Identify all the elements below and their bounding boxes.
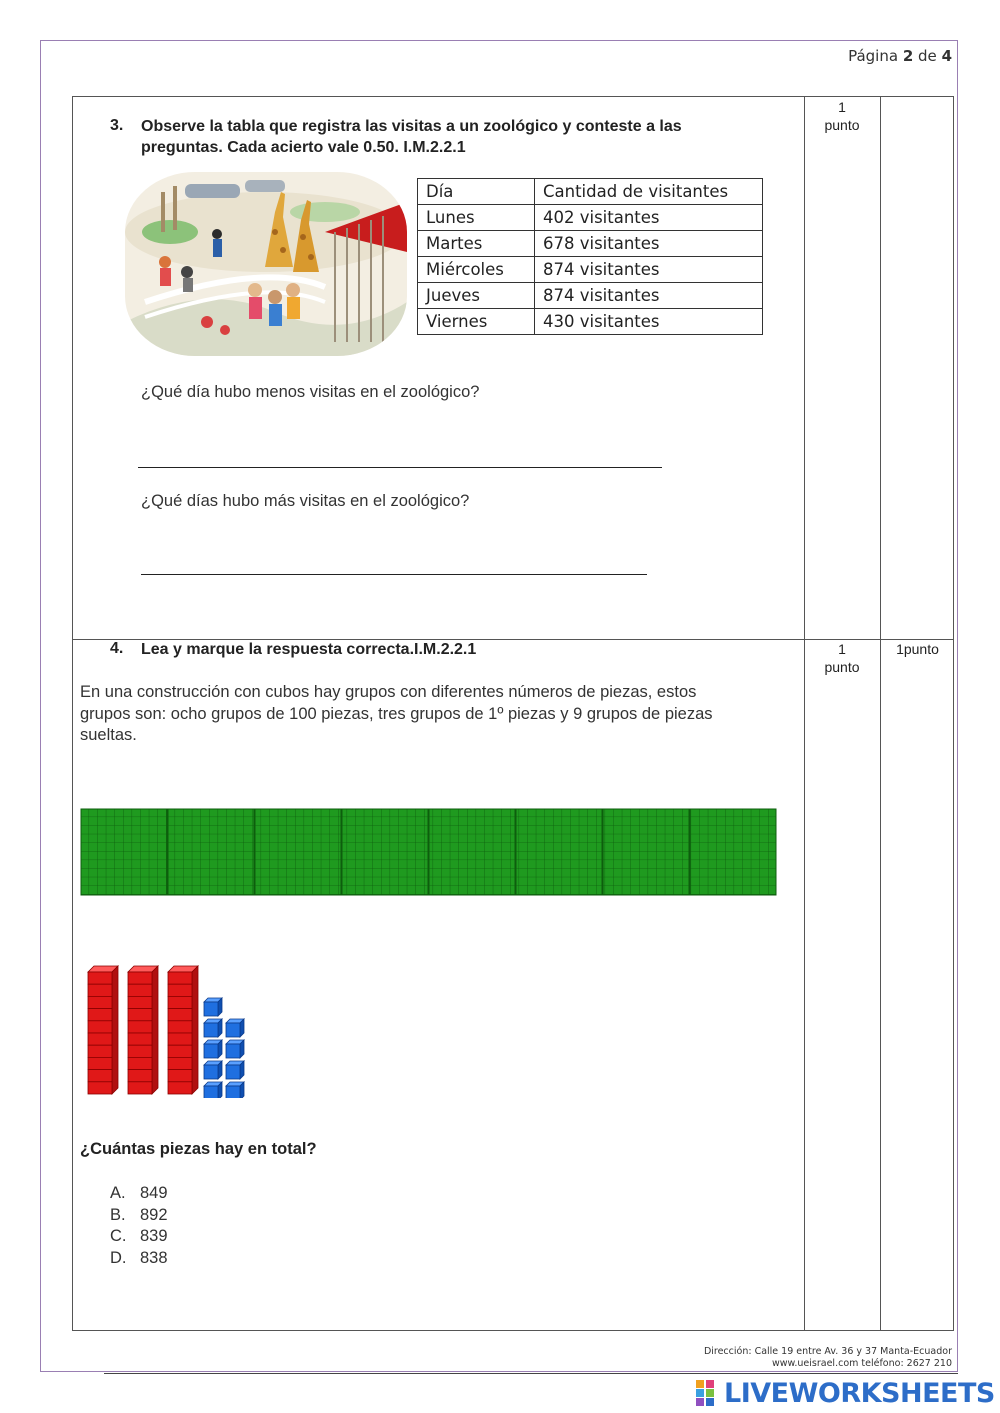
footer-address: Dirección: Calle 19 entre Av. 36 y 37 Manta-Ecuador www.ueisrael.com teléfono: 2627 210 (703, 1346, 952, 1369)
tens-and-ones-blocks (84, 964, 264, 1098)
hundred-block (342, 809, 428, 895)
liveworksheets-logo-text: LIVEWORKSHEETS (724, 1377, 995, 1409)
one-cube (204, 1082, 222, 1098)
option-a[interactable] (110, 1183, 168, 1205)
table-row (418, 257, 763, 283)
table-cell-visitors: 430 visitantes (535, 309, 763, 335)
one-cube (226, 1040, 244, 1058)
hundred-block (690, 809, 776, 895)
column-divider-score (804, 97, 805, 1330)
option-value: 838 (140, 1248, 168, 1267)
page-number: Página 2 de 4 (848, 47, 952, 65)
one-cube (226, 1061, 244, 1079)
option-letter: C. (110, 1227, 127, 1245)
option-b[interactable] (110, 1205, 168, 1227)
table-header-cell: Cantidad de visitantes (535, 179, 763, 205)
table-cell-visitors: 874 visitantes (535, 257, 763, 283)
table-row (418, 309, 763, 335)
option-letter: B. (110, 1205, 126, 1224)
hundred-block (168, 809, 254, 895)
column-divider-extra (880, 97, 881, 1330)
one-cube (204, 1061, 222, 1079)
option-value: 839 (140, 1227, 168, 1245)
one-cube (204, 998, 222, 1016)
one-cube (226, 1019, 244, 1037)
table-row (418, 231, 763, 257)
q4-title: Lea y marque la respuesta correcta.I.M.2.2.1 (141, 641, 477, 658)
table-cell-day: Jueves (418, 283, 535, 309)
one-cube (226, 1082, 244, 1098)
option-value: 849 (140, 1184, 168, 1202)
q3-score: 1 punto (824, 99, 860, 133)
table-header-cell: Día (418, 179, 535, 205)
table-cell-visitors: 678 visitantes (535, 231, 763, 257)
ten-rod (168, 966, 198, 1094)
table-cell-day: Martes (418, 231, 535, 257)
table-cell-visitors: 402 visitantes (535, 205, 763, 231)
one-cube (204, 1040, 222, 1058)
q3-title: Observe la tabla que registra las visitas a un zoológico y conteste a las preguntas. Cada acierto vale 0.50. I.M.2.2.1 (141, 118, 682, 156)
footer-rule (104, 1373, 958, 1374)
q3-number: 3. (110, 117, 124, 134)
option-letter: D. (110, 1248, 127, 1267)
q4-score: 1 punto (824, 641, 860, 675)
liveworksheets-logo-icon (696, 1380, 724, 1406)
q4-number: 4. (110, 640, 124, 657)
table-cell-day: Viernes (418, 309, 535, 335)
q3-answer-line-least[interactable] (138, 467, 662, 468)
q4-question: ¿Cuántas piezas hay en total? (80, 1140, 317, 1158)
hundreds-blocks (80, 808, 780, 898)
q4-score-extra: 1punto (896, 641, 939, 657)
zoo-illustration (125, 172, 407, 356)
liveworksheets-logo[interactable] (696, 1377, 995, 1409)
ten-rod (128, 966, 158, 1094)
q3-question-most: ¿Qué días hubo más visitas en el zoológico? (141, 492, 470, 510)
q3-question-least: ¿Qué día hubo menos visitas en el zoológico? (141, 383, 480, 401)
table-cell-day: Miércoles (418, 257, 535, 283)
hundred-block (516, 809, 602, 895)
option-letter: A. (110, 1184, 126, 1202)
option-c[interactable] (110, 1226, 168, 1248)
hundred-block (81, 809, 167, 895)
answer-options (110, 1183, 168, 1269)
visits-table (417, 178, 763, 335)
hundred-block (255, 809, 341, 895)
q4-statement: En una construcción con cubos hay grupos con diferentes números de piezas, estos grupos son: ocho grupos de 100 piezas, tres grupos de 1º piezas y 9 grupos de piezas sueltas. (80, 683, 713, 744)
one-cube (204, 1019, 222, 1037)
hundred-block (429, 809, 515, 895)
option-d[interactable] (110, 1248, 168, 1270)
table-cell-day: Lunes (418, 205, 535, 231)
q3-answer-line-most[interactable] (141, 574, 647, 575)
hundred-block (603, 809, 689, 895)
ten-rod (88, 966, 118, 1094)
table-cell-visitors: 874 visitantes (535, 283, 763, 309)
option-value: 892 (140, 1205, 168, 1224)
table-row (418, 205, 763, 231)
table-header-row (418, 179, 763, 205)
table-row (418, 283, 763, 309)
